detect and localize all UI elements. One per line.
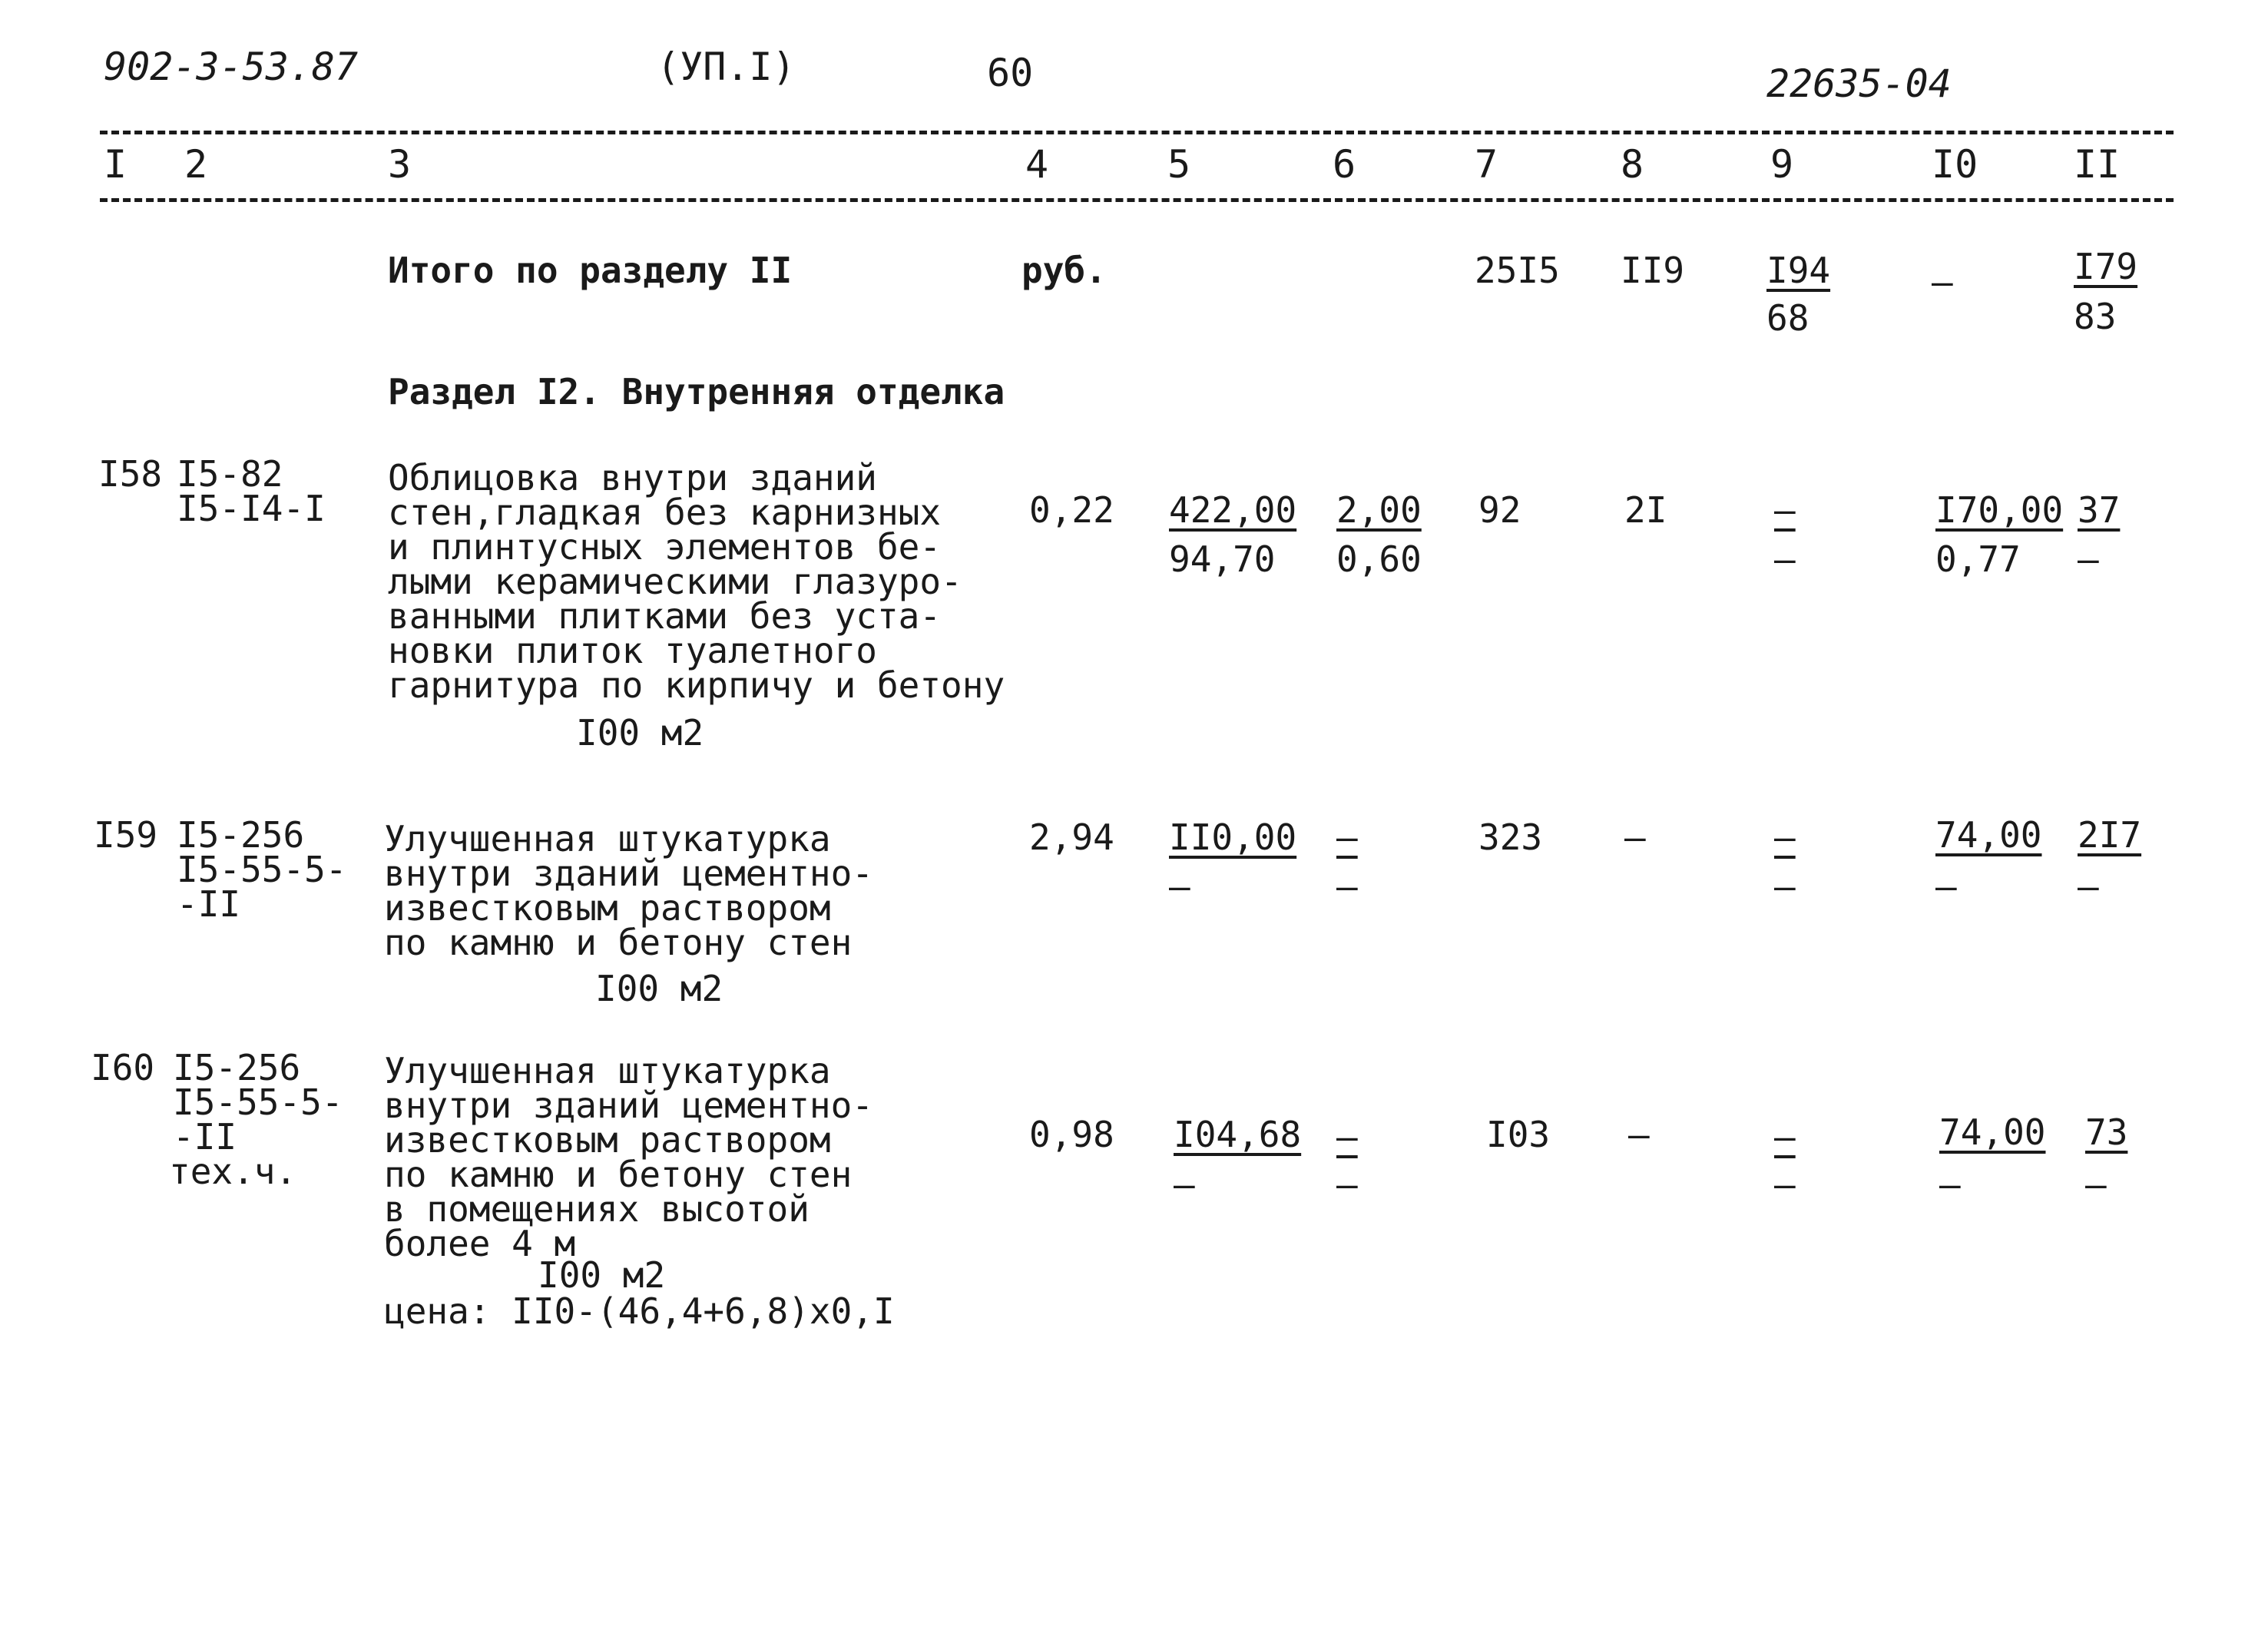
row-number: I58 — [98, 453, 163, 495]
row-c11-top: 2I7 — [2078, 814, 2142, 856]
row-desc-line: Улучшенная штукатурка — [384, 1050, 831, 1091]
row-c6-top: – — [1336, 816, 1358, 858]
row-desc-line: известковым раствором — [384, 887, 831, 929]
row-c11-bottom: – — [2078, 538, 2099, 580]
row-desc-line: более 4 м — [384, 1223, 576, 1264]
row-number: I60 — [91, 1047, 155, 1088]
row-unit: I00 м2 — [595, 968, 723, 1009]
col-header-9: 9 — [1770, 142, 1794, 187]
row-c6-top: – — [1336, 1116, 1358, 1158]
row-code: -II — [177, 883, 241, 925]
row-code: I5-82 — [177, 453, 283, 495]
row-desc-line: лыми керамическими глазуро- — [388, 561, 962, 602]
row-desc-line: стен,гладкая без карнизных — [388, 492, 942, 533]
col-header-8: 8 — [1621, 142, 1644, 187]
inventory-number: 22635-04 — [1766, 61, 1952, 106]
row-qty: 0,22 — [1029, 489, 1114, 531]
row-c10-top: 74,00 — [1935, 814, 2042, 856]
row-c5-bottom: – — [1169, 866, 1190, 907]
row-code: -II — [173, 1116, 237, 1158]
row-c6-top: 2,00 — [1336, 489, 1422, 531]
row-c11-top: 73 — [2085, 1111, 2128, 1153]
row-desc-line: в помещениях высотой — [384, 1188, 810, 1230]
row-c10-top: I70,00 — [1935, 489, 2064, 531]
section-total-c7: 25I5 — [1475, 250, 1560, 291]
row-c9-bottom: – — [1774, 538, 1796, 580]
row-desc-line: ванными плитками без уста- — [388, 595, 942, 637]
row-c9-bottom: – — [1774, 866, 1796, 907]
row-desc-line: известковым раствором — [384, 1119, 831, 1161]
col-header-10: I0 — [1932, 142, 1978, 187]
col-header-3: 3 — [388, 142, 412, 187]
col-header-6: 6 — [1333, 142, 1356, 187]
row-code: I5-I4-I — [177, 488, 326, 529]
row-desc-line: Улучшенная штукатурка — [384, 818, 831, 860]
section-total-c9-bottom: 68 — [1766, 297, 1809, 339]
col-header-5: 5 — [1167, 142, 1191, 187]
row-c7: 323 — [1478, 816, 1543, 858]
row-c8: 2I — [1624, 489, 1667, 531]
row-c9-top: – — [1774, 1116, 1796, 1158]
album-ref: (УП.I) — [657, 45, 796, 89]
row-c9-bottom: – — [1774, 1164, 1796, 1205]
row-c6-bottom: 0,60 — [1336, 538, 1422, 580]
row-c5-top: I04,68 — [1174, 1114, 1302, 1155]
section-total-label: Итого по разделу II — [388, 250, 793, 291]
row-desc-line: внутри зданий цементно- — [384, 853, 873, 894]
row-unit: I00 м2 — [538, 1254, 666, 1296]
row-c10-bottom: – — [1939, 1164, 1961, 1205]
row-qty: 0,98 — [1029, 1114, 1114, 1155]
section-total-c8: II9 — [1621, 250, 1685, 291]
row-code: I5-55-5- — [177, 849, 347, 890]
row-c7: I03 — [1486, 1114, 1551, 1155]
row-c8: – — [1624, 816, 1646, 858]
row-c11-bottom: – — [2078, 866, 2099, 907]
col-header-1: I — [104, 142, 127, 187]
row-unit: I00 м2 — [576, 712, 704, 754]
row-desc-line: новки плиток туалетного — [388, 630, 877, 671]
section-title: Раздел I2. Внутренняя отделка — [388, 371, 1005, 412]
row-c10-bottom: 0,77 — [1935, 538, 2021, 580]
header-line-bottom — [100, 198, 2174, 202]
row-code: I5-256 — [173, 1047, 301, 1088]
col-header-2: 2 — [184, 142, 208, 187]
row-qty: 2,94 — [1029, 816, 1114, 858]
row-c10-top: 74,00 — [1939, 1111, 2046, 1153]
col-header-11: II — [2074, 142, 2121, 187]
row-c10-bottom: – — [1935, 866, 1957, 907]
row-number: I59 — [94, 814, 158, 856]
section-total-unit: руб. — [1021, 250, 1107, 291]
section-total-c11-top: I79 — [2074, 246, 2138, 287]
doc-code: 902-3-53.87 — [104, 45, 359, 89]
section-total-c11-bottom: 83 — [2074, 296, 2117, 337]
row-c6-bottom: – — [1336, 1164, 1358, 1205]
row-c8: – — [1628, 1114, 1650, 1155]
col-header-4: 4 — [1025, 142, 1049, 187]
row-c9-top: – — [1774, 816, 1796, 858]
row-c5-top: 422,00 — [1169, 489, 1297, 531]
row-c5-top: II0,00 — [1169, 816, 1297, 858]
row-c6-bottom: – — [1336, 866, 1358, 907]
row-c9-top: – — [1774, 489, 1796, 531]
row-desc-line: и плинтусных элементов бе- — [388, 526, 942, 568]
row-c7: 92 — [1478, 489, 1521, 531]
row-desc-line: внутри зданий цементно- — [384, 1085, 873, 1126]
row-c11-top: 37 — [2078, 489, 2121, 531]
col-header-7: 7 — [1475, 142, 1498, 187]
row-c5-bottom: 94,70 — [1169, 538, 1276, 580]
header-line-top — [100, 131, 2174, 134]
row-desc-line: по камню и бетону стен — [384, 922, 853, 963]
section-total-c9-top: I94 — [1766, 250, 1831, 291]
row-desc-line: Облицовка внутри зданий — [388, 457, 877, 499]
price-note: цена: II0-(46,4+6,8)x0,I — [384, 1290, 895, 1332]
row-code: I5-55-5- — [173, 1081, 343, 1123]
row-code: I5-256 — [177, 814, 305, 856]
row-desc-line: по камню и бетону стен — [384, 1154, 853, 1195]
row-c11-bottom: – — [2085, 1164, 2107, 1205]
section-total-c10: – — [1932, 261, 1953, 303]
row-c5-bottom: – — [1174, 1164, 1195, 1205]
page-number: 60 — [987, 51, 1034, 95]
row-desc-line: гарнитура по кирпичу и бетону — [388, 664, 1005, 706]
row-code: тех.ч. — [169, 1151, 297, 1192]
